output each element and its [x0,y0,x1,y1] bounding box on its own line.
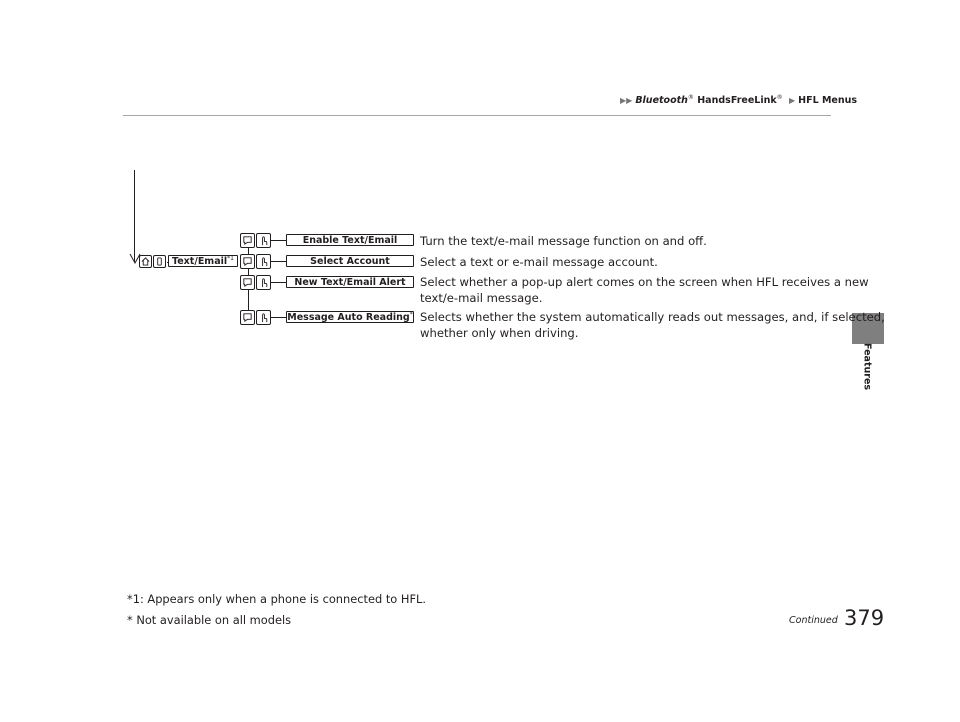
menu-button-label: Select Account [310,256,390,267]
menu-button-message-auto-reading [286,311,414,323]
menu-button-select-account [286,255,414,267]
footnote-mark: *1 [227,254,234,262]
talk-button-icon [240,233,255,248]
finger-tap-icon [256,310,271,325]
finger-tap-icon [256,275,271,290]
tree-vertical-line [134,170,135,262]
breadcrumb-brand: Bluetooth [635,95,688,107]
page-number: 379 [844,606,885,630]
description-select-account: Select a text or e-mail message account. [420,255,658,269]
row-connector [271,261,287,262]
row-connector [271,317,287,318]
row-connector [271,240,287,241]
finger-tap-icon [256,233,271,248]
description-message-auto-reading-line-2: whether only when driving. [420,326,579,340]
description-message-auto-reading-line-1: Selects whether the system automatically reads out messages, and, if selected, [420,310,885,324]
voice-icons-row-1 [240,233,271,248]
voice-icons-row-4 [240,310,271,325]
voice-icons-row-3 [240,275,271,290]
description-enable-text-email: Turn the text/e-mail message function on and off. [420,234,707,248]
root-control-icons [139,255,166,268]
header-rule [123,115,831,116]
breadcrumb-page: HFL Menus [798,95,858,107]
home-button-icon [139,255,152,268]
breadcrumb [620,94,857,106]
talk-button-icon [240,275,255,290]
menu-button-label: Message Auto Reading [287,312,410,323]
registered-mark: ® [687,94,694,101]
talk-button-icon [240,254,255,269]
finger-tap-icon [256,254,271,269]
menu-button-text-email [168,255,238,267]
phone-button-icon [153,255,166,268]
menu-button-enable-text-email [286,234,414,246]
footnote-availability: * Not available on all models [127,613,292,627]
description-new-text-email-alert-line-2: text/e-mail message. [420,291,543,305]
breadcrumb-arrow-icon: ▶▶ [620,96,633,106]
registered-mark: ® [776,94,783,101]
section-tab-label: Features [861,343,873,391]
voice-icons-row-2 [240,254,271,269]
footnote-mark: * [409,310,413,318]
menu-button-label: New Text/Email Alert [294,277,406,288]
continued-label: Continued [789,615,838,626]
menu-button-new-text-email-alert [286,276,414,288]
menu-button-label: Enable Text/Email [302,235,398,246]
breadcrumb-section: HandsFreeLink [697,95,777,107]
description-new-text-email-alert-line-1: Select whether a pop-up alert comes on the screen when HFL receives a new [420,275,869,289]
row-connector [271,282,287,283]
menu-button-label: Text/Email [172,256,228,267]
breadcrumb-arrow-icon: ▶ [788,96,796,106]
footnote-phone-connected: *1: Appears only when a phone is connected to HFL. [127,592,426,606]
talk-button-icon [240,310,255,325]
